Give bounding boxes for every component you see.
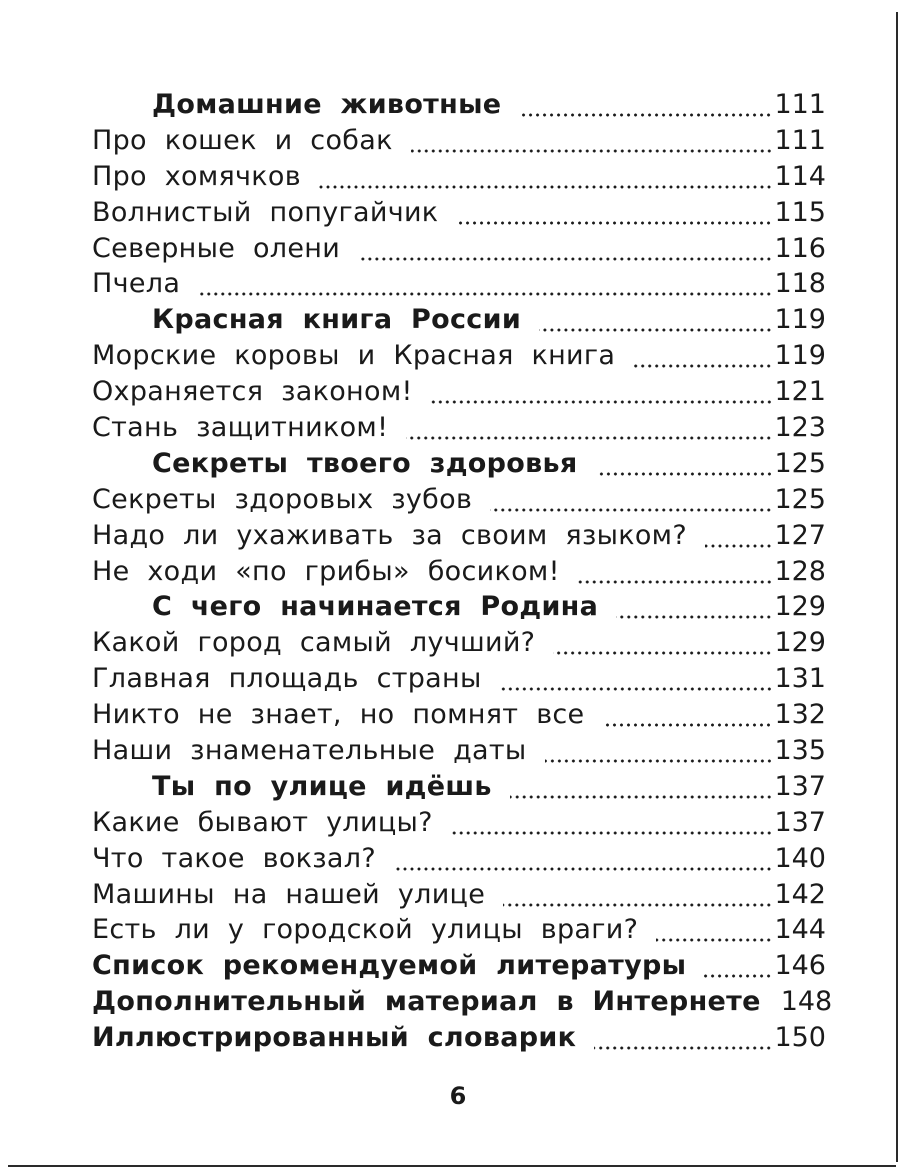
toc-section-row	[92, 446, 826, 482]
toc-entry-title: С чего начинается Родина	[152, 591, 599, 623]
toc-entry-page: 129	[774, 591, 826, 623]
toc-entry-page: 137	[774, 770, 826, 802]
dot-leader	[456, 221, 772, 225]
toc-entry-page: 144	[774, 914, 826, 946]
toc-entry-page: 115	[774, 196, 826, 228]
toc-entry-title: Иллюстрированный словарик	[92, 1022, 577, 1054]
toc-entry-title: Волнистый попугайчик	[92, 196, 439, 228]
dot-leader	[319, 185, 773, 189]
page-edge-bottom	[8, 1165, 896, 1167]
toc-entry-title: Какие бывают улицы?	[92, 806, 433, 838]
toc-entry-title: Ты по улице идёшь	[152, 770, 492, 802]
dot-leader	[503, 903, 772, 907]
dot-leader	[656, 938, 772, 942]
toc-entry-title: Не ходи «по грибы» босиком!	[92, 555, 560, 587]
toc-entry-page: 116	[774, 232, 826, 264]
toc-entry-title: Секреты здоровых зубов	[92, 483, 473, 515]
toc-item-row	[92, 482, 826, 518]
toc-appendix-row	[92, 984, 833, 1020]
toc-entry-page: 150	[774, 1022, 826, 1054]
toc-entry-title: Никто не знает, но помнят все	[92, 699, 585, 731]
toc-entry-page: 131	[774, 663, 826, 695]
dot-leader	[704, 974, 772, 978]
toc-entry-page: 129	[774, 627, 826, 659]
toc-entry-title: Домашние животные	[152, 89, 502, 120]
toc-entry-title: Какой город самый лучший?	[92, 627, 536, 659]
toc-entry-page: 140	[774, 842, 826, 874]
toc-entry-title: Секреты твоего здоровья	[152, 447, 578, 479]
dot-leader	[705, 544, 772, 548]
toc-entry-title: Северные олени	[92, 232, 341, 264]
toc-entry-title: Охраняется законом!	[92, 376, 413, 408]
toc-item-row	[92, 231, 826, 267]
toc-entry-page: 118	[774, 268, 826, 300]
dot-leader	[500, 687, 773, 691]
dot-leader	[596, 472, 773, 476]
toc-entry-page: 142	[774, 878, 826, 910]
toc-section-row	[92, 769, 826, 805]
toc-item-row	[92, 661, 826, 697]
toc-entry-title: Надо ли ухаживать за своим языком?	[92, 519, 687, 551]
toc-entry-page: 135	[774, 735, 826, 767]
toc-entry-title: Дополнительный материал в Интернете	[92, 986, 761, 1018]
toc-entry-page: 137	[774, 806, 826, 838]
toc-item-row	[92, 912, 826, 948]
toc-item-row	[92, 877, 826, 913]
toc-entry-page: 121	[774, 376, 826, 408]
toc-appendix-row	[92, 1020, 826, 1056]
toc-item-row	[92, 410, 826, 446]
toc-entry-page: 132	[774, 699, 826, 731]
toc-entry-page: 128	[774, 555, 826, 587]
dot-leader	[594, 1046, 772, 1050]
dot-leader	[510, 795, 773, 799]
toc-entry-title: Про кошек и собак	[92, 124, 393, 156]
toc-item-row	[92, 374, 826, 410]
page-number: 6	[449, 1082, 467, 1110]
toc-entry-title: Пчела	[92, 268, 181, 300]
toc-entry-title: Стань защитником!	[92, 412, 389, 444]
toc-entry-title: Список рекомендуемой литературы	[92, 950, 687, 982]
table-of-contents	[92, 87, 833, 1056]
dot-leader	[406, 436, 772, 440]
toc-item-row	[92, 733, 826, 769]
toc-entry-title: Про хомячков	[92, 160, 301, 192]
toc-entry-title: Морские коровы и Красная книга	[92, 340, 616, 372]
dot-leader	[394, 867, 772, 871]
toc-item-row	[92, 338, 826, 374]
toc-entry-title: Главная площадь страны	[92, 663, 482, 695]
toc-item-row	[92, 805, 826, 841]
toc-item-row	[92, 625, 826, 661]
dot-leader	[539, 328, 772, 332]
toc-section-row	[92, 589, 826, 625]
toc-item-row	[92, 159, 826, 195]
toc-entry-title: Что такое вокзал?	[92, 842, 376, 874]
toc-entry-page: 123	[774, 412, 826, 444]
toc-entry-page: 127	[774, 519, 826, 551]
dot-leader	[451, 831, 773, 835]
toc-section-row	[92, 87, 826, 123]
toc-entry-title: Красная книга России	[152, 304, 522, 336]
toc-item-row	[92, 195, 826, 231]
dot-leader	[553, 651, 772, 655]
toc-item-row	[92, 266, 826, 302]
toc-item-row	[92, 123, 826, 159]
toc-entry-title: Наши знаменательные даты	[92, 735, 527, 767]
dot-leader	[545, 759, 773, 763]
dot-leader	[490, 508, 772, 512]
toc-item-row	[92, 697, 826, 733]
toc-entry-page: 148	[780, 986, 833, 1018]
dot-leader	[616, 615, 772, 619]
toc-entry-title: Машины на нашей улице	[92, 878, 486, 910]
toc-entry-page: 125	[774, 483, 826, 515]
toc-item-row	[92, 554, 826, 590]
toc-entry-page: 114	[774, 160, 826, 192]
toc-entry-title: Есть ли у городской улицы враги?	[92, 914, 639, 946]
toc-appendix-row	[92, 948, 826, 984]
page-edge-right	[896, 12, 898, 1162]
dot-leader	[519, 113, 772, 117]
dot-leader	[198, 292, 772, 296]
dot-leader	[411, 149, 773, 153]
toc-entry-page: 146	[774, 950, 826, 982]
toc-entry-page: 119	[774, 340, 826, 372]
toc-entry-page: 125	[774, 447, 826, 479]
dot-leader	[633, 364, 772, 368]
toc-item-row	[92, 518, 826, 554]
dot-leader	[602, 723, 772, 727]
toc-entry-page: 119	[774, 304, 826, 336]
dot-leader	[578, 580, 773, 584]
dot-leader	[358, 257, 772, 261]
toc-item-row	[92, 841, 826, 877]
toc-entry-page: 111	[774, 89, 826, 120]
dot-leader	[431, 400, 773, 404]
toc-section-row	[92, 302, 826, 338]
toc-entry-page: 111	[774, 124, 826, 156]
